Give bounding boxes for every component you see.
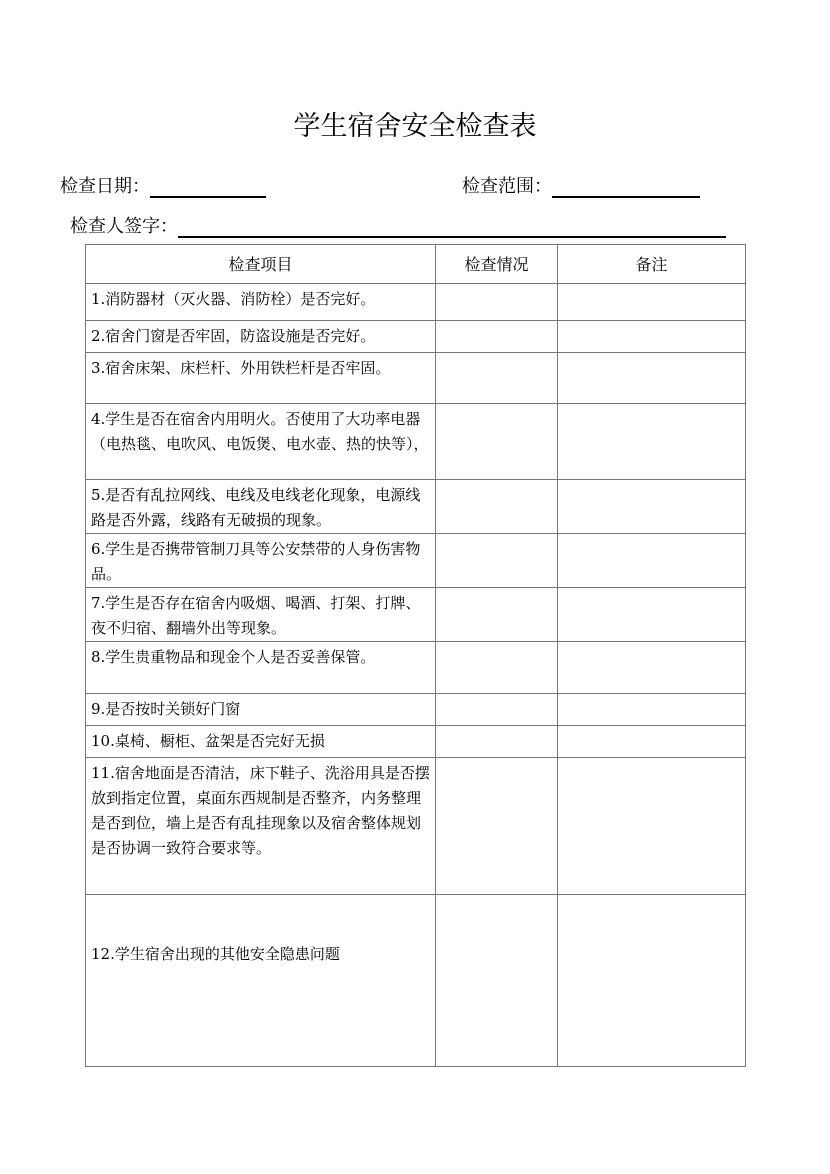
inspection-scope-label: 检查范围：: [462, 176, 552, 197]
row-status-cell[interactable]: [436, 758, 558, 895]
table-row: [86, 404, 746, 480]
table-row: [86, 758, 746, 895]
page-title: 学生宿舍安全检查表: [293, 111, 537, 142]
row-item: 8.学生贵重物品和现金个人是否妥善保管。: [86, 642, 436, 694]
row-item: 10.桌椅、橱柜、盆架是否完好无损: [86, 726, 436, 758]
row-item: 4.学生是否在宿舍内用明火。否使用了大功率电器（电热毯、电吹风、电饭煲、电水壶、热的快等），: [86, 404, 436, 480]
row-status-cell[interactable]: [436, 353, 558, 404]
row-item: 12.学生宿舍出现的其他安全隐患问题: [86, 895, 436, 1067]
row-item: 6.学生是否携带管制刀具等公安禁带的人身伤害物品。: [86, 534, 436, 588]
row-status-cell[interactable]: [436, 404, 558, 480]
row-status-cell[interactable]: [436, 895, 558, 1067]
row-status-cell[interactable]: [436, 284, 558, 321]
row-item: 3.宿舍床架、床栏杆、外用铁栏杆是否牢固。: [86, 353, 436, 404]
row-remarks-cell[interactable]: [558, 726, 746, 758]
header-item: 检查项目: [86, 245, 436, 284]
inspection-date-label: 检查日期：: [60, 176, 150, 197]
row-item: 9.是否按时关锁好门窗: [86, 694, 436, 726]
table-row: [86, 895, 746, 1067]
inspection-date-field: [60, 172, 266, 198]
row-status-cell[interactable]: [436, 588, 558, 642]
row-status-cell[interactable]: [436, 321, 558, 353]
row-item: 11.宿舍地面是否清洁，床下鞋子、洗浴用具是否摆放到指定位置，桌面东西规制是否整齐，内务整理是否到位，墙上是否有乱挂现象以及宿舍整体规划是否协调一致符合要求等。: [86, 758, 436, 895]
inspection-scope-blank[interactable]: [552, 196, 700, 198]
row-status-cell[interactable]: [436, 480, 558, 534]
inspector-signature-label: 检查人签字：: [70, 216, 178, 237]
row-status-cell[interactable]: [436, 694, 558, 726]
table-row: [86, 726, 746, 758]
table-row: [86, 694, 746, 726]
table-row: [86, 588, 746, 642]
inspection-date-blank[interactable]: [150, 196, 266, 198]
row-remarks-cell[interactable]: [558, 321, 746, 353]
table-row: [86, 642, 746, 694]
row-status-cell[interactable]: [436, 534, 558, 588]
header-remarks: 备注: [558, 245, 746, 284]
row-item: 2.宿舍门窗是否牢固，防盗设施是否完好。: [86, 321, 436, 353]
row-remarks-cell[interactable]: [558, 758, 746, 895]
inspector-signature-blank[interactable]: [178, 236, 726, 238]
row-item: 5.是否有乱拉网线、电线及电线老化现象，电源线路是否外露，线路有无破损的现象。: [86, 480, 436, 534]
table-row: [86, 480, 746, 534]
row-remarks-cell[interactable]: [558, 694, 746, 726]
inspector-signature-field: [70, 212, 726, 238]
table-header-row: [86, 245, 746, 284]
row-status-cell[interactable]: [436, 726, 558, 758]
row-remarks-cell[interactable]: [558, 404, 746, 480]
table-row: [86, 353, 746, 404]
row-item: 1.消防器材（灭火器、消防栓）是否完好。: [86, 284, 436, 321]
inspection-scope-field: [462, 172, 700, 198]
table-row: [86, 321, 746, 353]
row-remarks-cell[interactable]: [558, 353, 746, 404]
row-remarks-cell[interactable]: [558, 895, 746, 1067]
header-status: 检查情况: [436, 245, 558, 284]
table-row: [86, 534, 746, 588]
row-remarks-cell[interactable]: [558, 284, 746, 321]
row-remarks-cell[interactable]: [558, 642, 746, 694]
inspection-table: [85, 244, 746, 1067]
row-item: 7.学生是否存在宿舍内吸烟、喝酒、打架、打牌、夜不归宿、翻墙外出等现象。: [86, 588, 436, 642]
row-remarks-cell[interactable]: [558, 588, 746, 642]
row-status-cell[interactable]: [436, 642, 558, 694]
row-remarks-cell[interactable]: [558, 534, 746, 588]
row-remarks-cell[interactable]: [558, 480, 746, 534]
table-row: [86, 284, 746, 321]
